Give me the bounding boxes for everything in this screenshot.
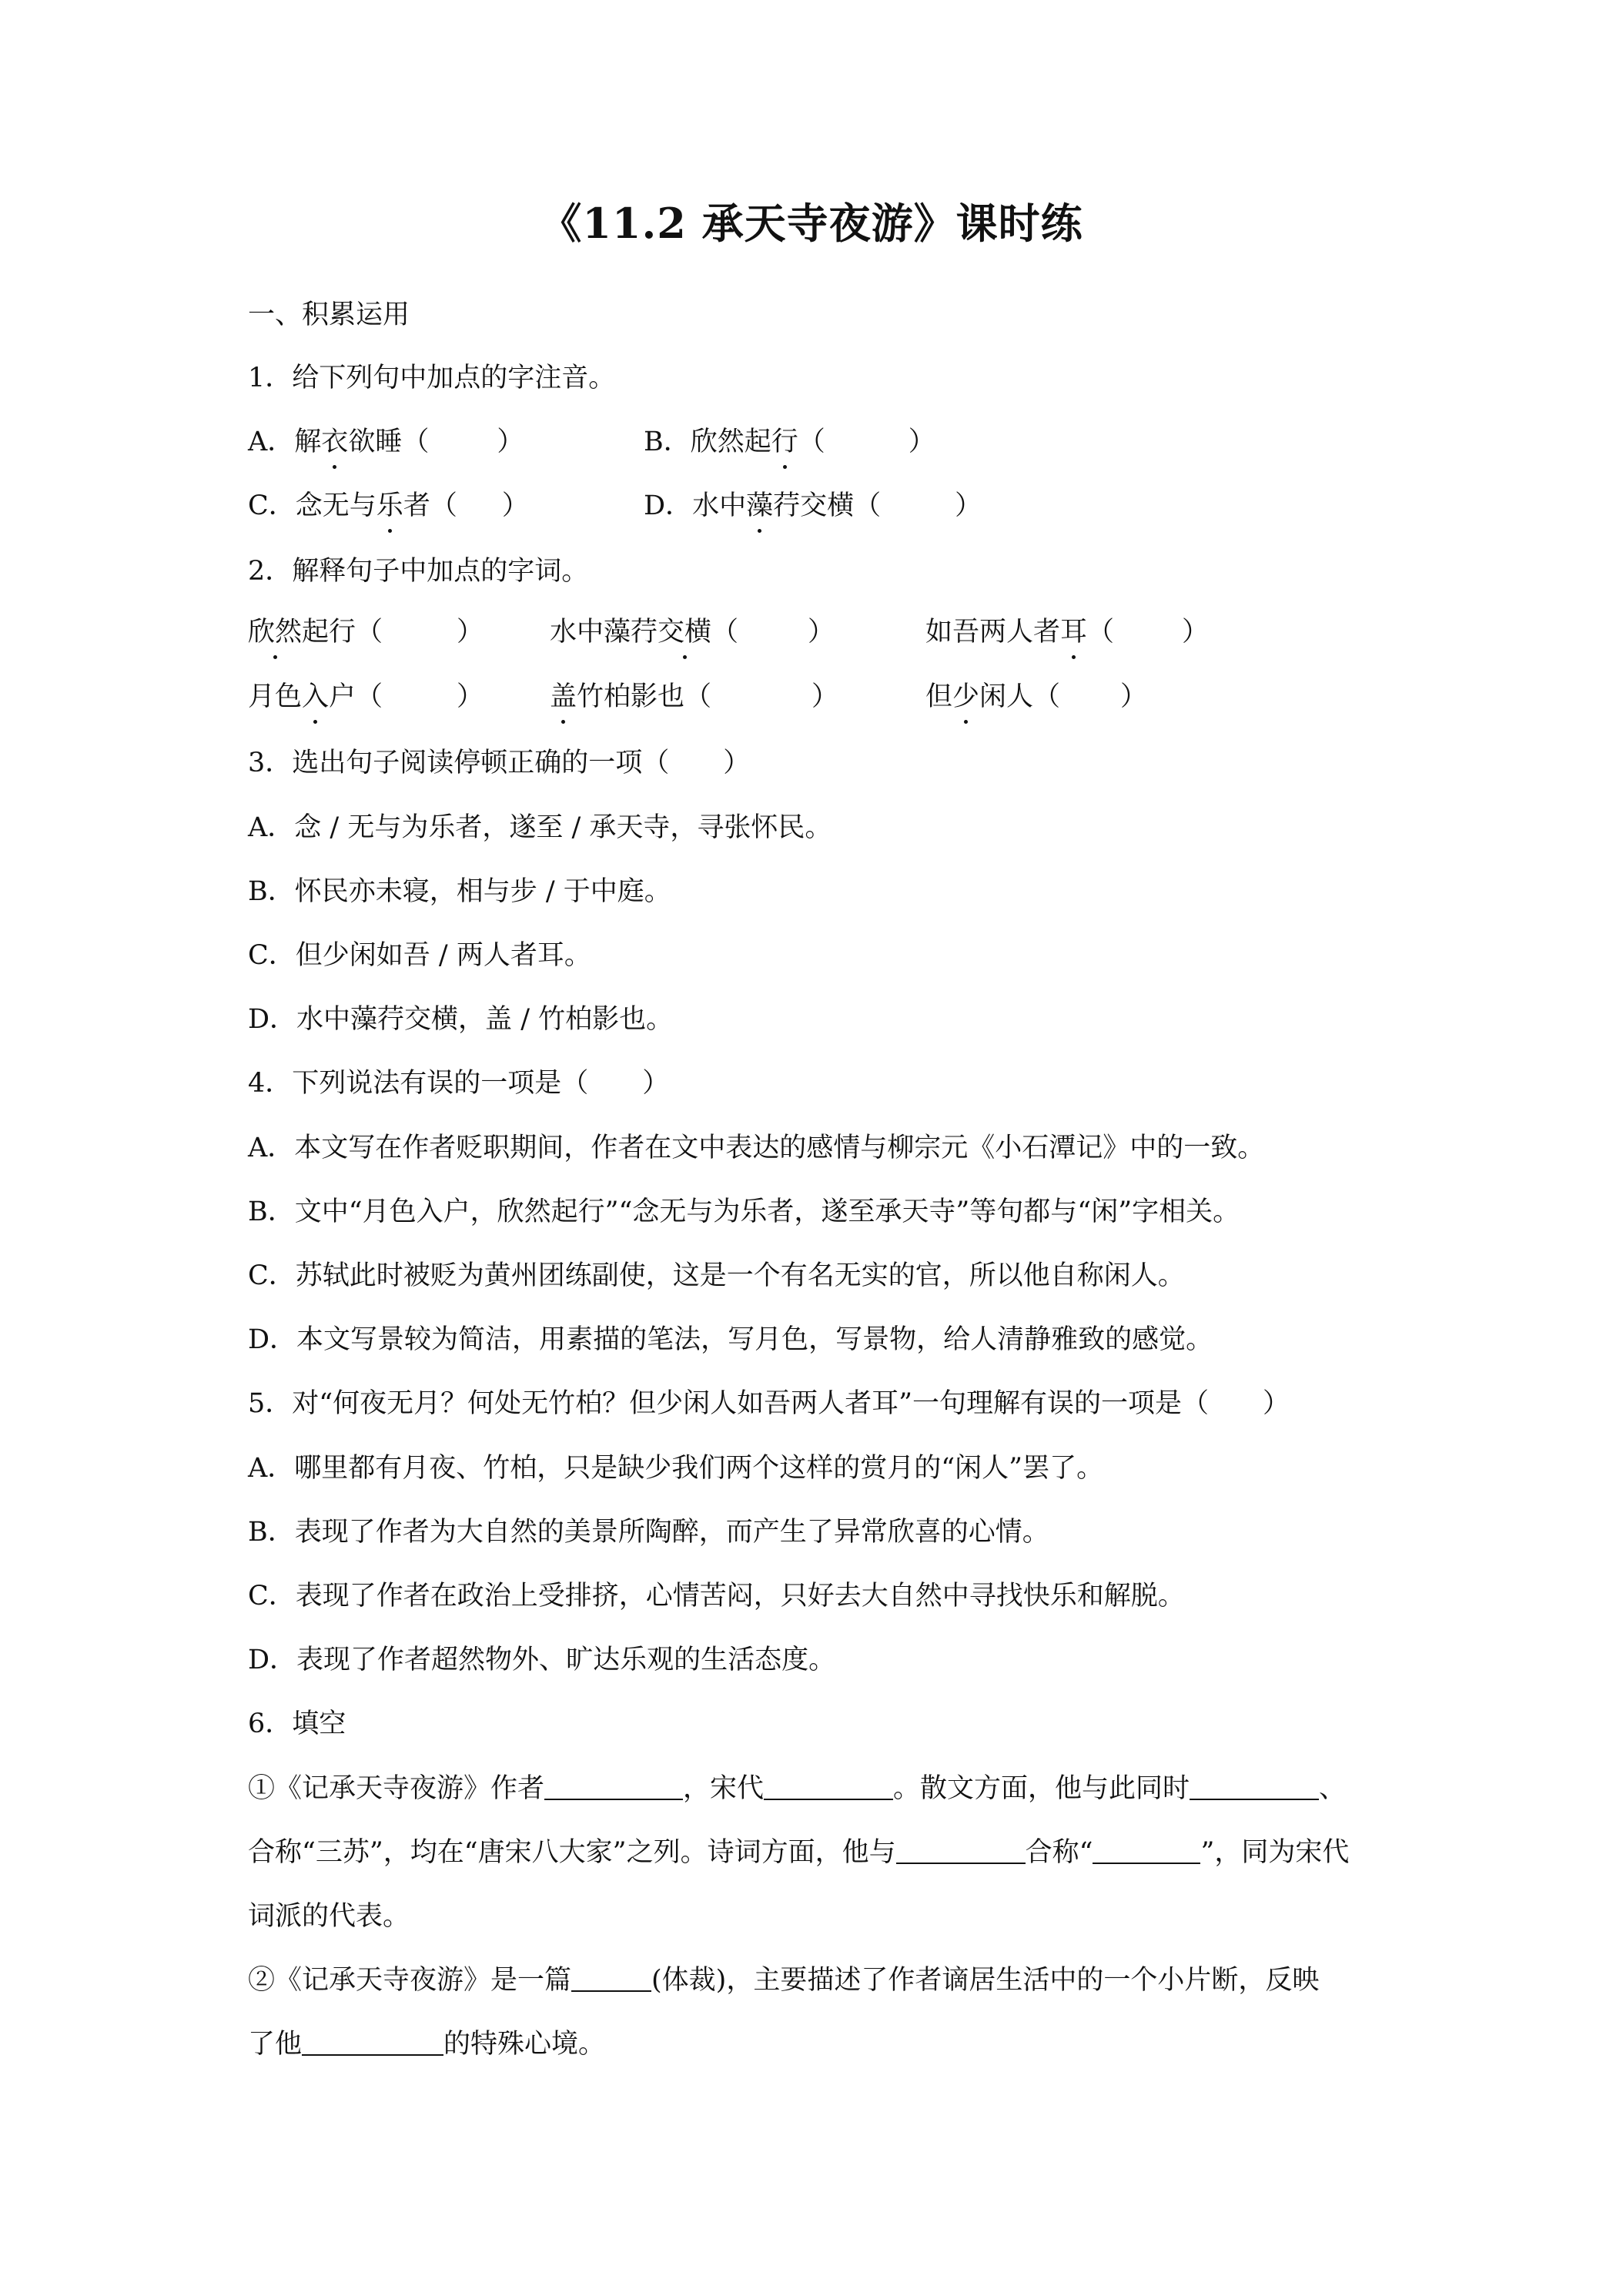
q3-option-a: A．念 / 无与为乐者，遂至 / 承天寺，寻张怀民。	[248, 812, 832, 843]
dotted-char: 衣	[321, 424, 348, 460]
q6-para-2-line-2: 了他 的特殊心境。	[248, 2029, 606, 2060]
dotted-char: 行	[771, 424, 798, 460]
q5-option-c: C．表现了作者在政治上受排挤，心情苦闷，只好去大自然中寻找快乐和解脱。	[248, 1581, 1185, 1612]
dotted-char: 盖	[550, 679, 577, 715]
section-heading: 一、积累运用	[248, 300, 410, 330]
q4-option-c: C．苏轼此时被贬为黄州团练副使，这是一个有名无实的官，所以他自称闲人。	[248, 1260, 1185, 1291]
question-4-stem: 4．下列说法有误的一项是（ ）	[248, 1068, 670, 1099]
q4-option-b: B．文中“月色入户，欣然起行”“念无与为乐者，遂至承天寺”等句都与“闲”字相关。	[248, 1197, 1240, 1227]
answer-blank[interactable]	[1190, 1772, 1319, 1800]
q6-para-1-line-2: 合称“三苏”，均在“唐宋八大家”之列。诗词方面，他与 合称“ ”，同为宋代	[248, 1837, 1350, 1868]
q3-option-c: C．但少闲如吾 / 两人者耳。	[248, 940, 591, 971]
dotted-char: 藻	[746, 488, 773, 524]
q5-option-a: A．哪里都有月夜、竹柏，只是缺少我们两个这样的赏月的“闲人”罢了。	[248, 1453, 1104, 1484]
q2-item: 水中藻荇交横（ ）	[550, 614, 835, 650]
q6-para-2-line-1: ②《记承天寺夜游》是一篇 (体裁)，主要描述了作者谪居生活中的一个小片断，反映	[248, 1965, 1320, 1996]
q2-item: 如吾两人者耳（ ）	[925, 614, 1209, 650]
q2-item: 欣然起行（ ）	[248, 614, 484, 650]
q5-option-d: D．表现了作者超然物外、旷达乐观的生活态度。	[248, 1645, 836, 1675]
q1-option-c: C．念无与乐者（ ）	[248, 488, 529, 524]
question-3-stem: 3．选出句子阅读停顿正确的一项（ ）	[248, 748, 751, 778]
page-title: 《11.2 承天寺夜游》课时练	[540, 199, 1083, 248]
q1-option-a: A．解衣欲睡（ ）	[248, 424, 524, 460]
q4-option-a: A．本文写在作者贬职期间，作者在文中表达的感情与柳宗元《小石潭记》中的一致。	[248, 1133, 1265, 1163]
q2-item: 月色入户（ ）	[248, 679, 484, 715]
q2-item: 盖竹柏影也（ ）	[550, 679, 838, 715]
q5-option-b: B．表现了作者为大自然的美景所陶醉，而产生了异常欣喜的心情。	[248, 1517, 1049, 1548]
question-6-stem: 6．填空	[248, 1709, 346, 1739]
q3-option-b: B．怀民亦未寝，相与步 / 于中庭。	[248, 876, 671, 907]
question-5-stem: 5．对“何夜无月？何处无竹柏？但少闲人如吾两人者耳”一句理解有误的一项是（ ）	[248, 1388, 1290, 1419]
q1-option-d: D．水中藻荇交横（ ）	[644, 488, 982, 524]
dotted-char: 少	[952, 679, 979, 715]
question-1-stem: 1．给下列句中加点的字注音。	[248, 363, 616, 393]
question-2-stem: 2．解释句子中加点的字词。	[248, 556, 589, 587]
q1-option-b: B．欣然起行（ ）	[644, 424, 935, 460]
dotted-char: 交横	[658, 614, 711, 650]
q6-para-1-line-1: ①《记承天寺夜游》作者 ，宋代 。散文方面，他与此同时 、	[248, 1773, 1347, 1804]
answer-blank[interactable]	[1093, 1836, 1200, 1864]
q6-para-1-line-3: 词派的代表。	[248, 1901, 410, 1932]
answer-blank[interactable]	[764, 1772, 893, 1800]
q3-option-d: D．水中藻荇交横，盖 / 竹柏影也。	[248, 1004, 674, 1035]
q4-option-d: D．本文写景较为简洁，用素描的笔法，写月色，写景物，给人清静雅致的感觉。	[248, 1324, 1213, 1355]
dotted-char: 入	[302, 679, 329, 715]
answer-blank[interactable]	[896, 1836, 1026, 1864]
dotted-char: 乐	[376, 488, 403, 524]
answer-blank[interactable]	[544, 1772, 683, 1800]
q2-item: 但少闲人（ ）	[925, 679, 1147, 715]
dotted-char: 耳	[1060, 614, 1087, 650]
answer-blank[interactable]	[302, 2028, 443, 2056]
dotted-char: 欣然	[248, 614, 302, 650]
answer-blank[interactable]	[571, 1964, 651, 1992]
